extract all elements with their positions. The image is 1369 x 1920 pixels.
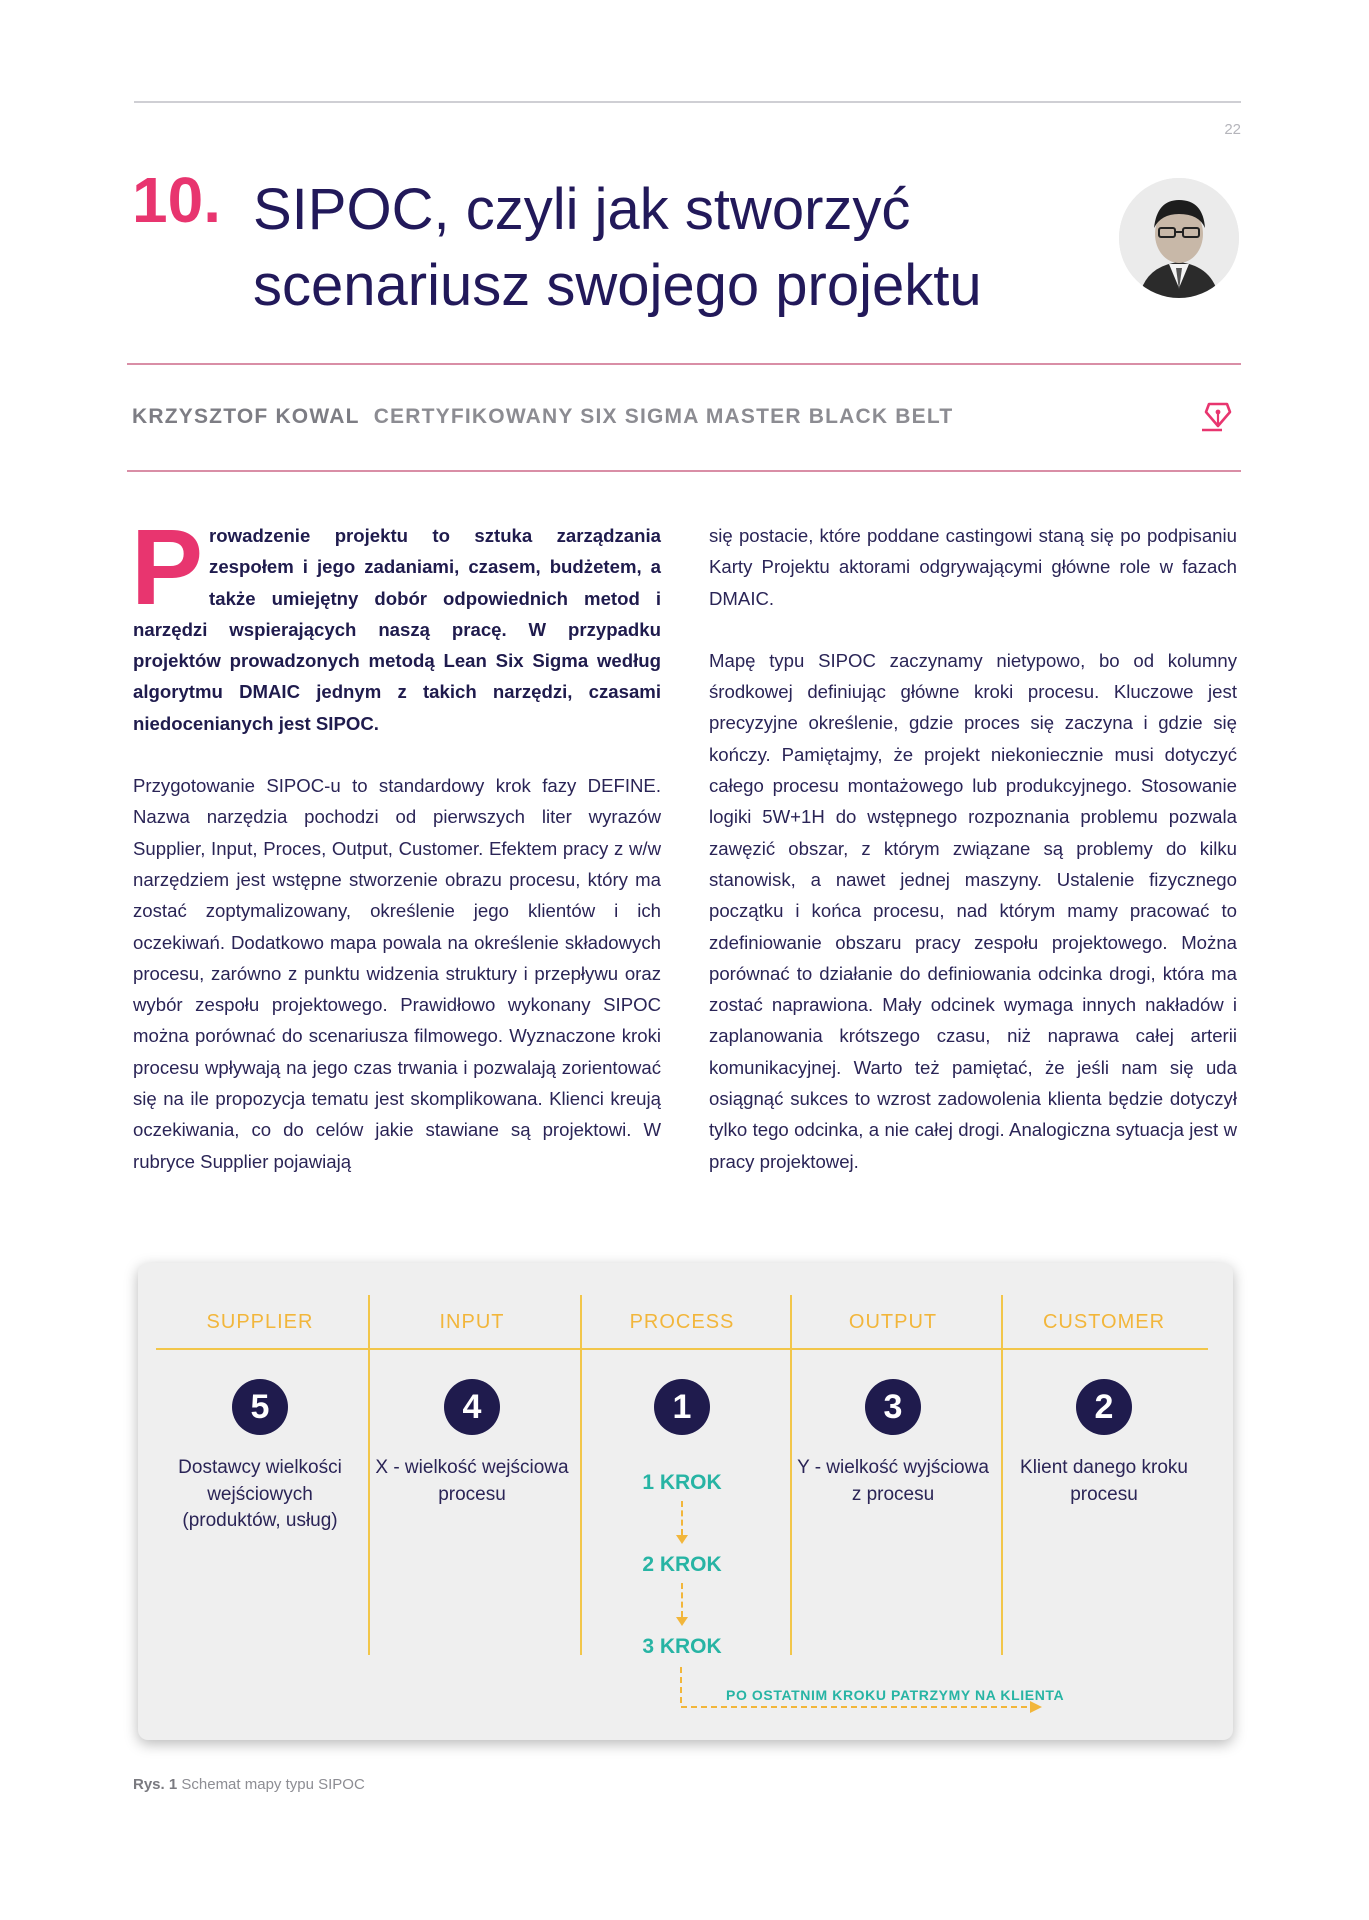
step-number-badge: 1 xyxy=(654,1379,710,1435)
process-step: 1 KROK xyxy=(642,1471,722,1494)
step-number-badge: 3 xyxy=(865,1379,921,1435)
author-role: CERTYFIKOWANY SIX SIGMA MASTER BLACK BELT xyxy=(373,405,954,428)
chapter-title-line1: SIPOC, czyli jak stworzyć xyxy=(253,177,911,242)
author-name: KRZYSZTOF KOWAL xyxy=(132,405,360,428)
column-divider xyxy=(368,1295,370,1655)
figure-label: Rys. 1 xyxy=(133,1776,178,1793)
column-divider xyxy=(790,1295,792,1655)
column-divider xyxy=(1001,1295,1003,1655)
step-number-badge: 2 xyxy=(1076,1379,1132,1435)
chapter-title-line2: scenariusz swojego projektu xyxy=(253,253,982,318)
paragraph: Przygotowanie SIPOC-u to standardowy krok fazy DEFINE. Nazwa narzędzia pochodzi od pierwszych liter wyrazów Supplier, Input, Proces, Output, Customer. Efektem pracy z w/w narzędziem jest wstępne stworzenie obrazu procesu, który ma zostać zoptymalizowany, określenie jego klientów i ich oczekiwań. Dodatkowo mapa powala na określenie składowych procesu, zarówno z punktu widzenia struktury i przepływu oraz wybór zespołu projektowego. Prawidłowo wykonany SIPOC można porównać do scenariusza filmowego. Wyznaczone kroki procesu wpływają na jego czas trwania i pozwalają zorientować się na ile propozycja tematu jest skomplikowana. Klienci kreują oczekiwania, co do celów jakie stawiane są projektowi. W rubryce Supplier pojawiają xyxy=(133,775,661,1172)
output-description: Y - wielkość wyjściowa z procesu xyxy=(797,1457,989,1505)
lead-text: rowadzenie projektu to sztuka zarządzania zespołem i jego zadaniami, czasem, budżetem, a także umiejętny dobór odpowiednich metod i narzędzi wspierających naszą pracę. W przypadku projektów prowadzonych metodą Lean Six Sigma według algorytmu DMAIC jednym z takich narzędzi, czasami niedocenianych jest SIPOC. xyxy=(133,525,661,734)
author-photo xyxy=(1119,178,1239,298)
customer-description: Klient danego kroku procesu xyxy=(1020,1457,1188,1505)
page-number: 22 xyxy=(1224,121,1241,138)
supplier-description: Dostawcy wielkości wejściowych (produktów, usług) xyxy=(178,1457,342,1531)
figure-caption-text: Schemat mapy typu SIPOC xyxy=(181,1776,365,1793)
final-note: PO OSTATNIM KROKU PATRZYMY NA KLIENTA xyxy=(726,1687,1065,1703)
sipoc-diagram xyxy=(138,1263,1233,1740)
byline xyxy=(132,405,953,429)
column-header-input: INPUT xyxy=(439,1311,505,1333)
process-step: 3 KROK xyxy=(642,1635,722,1658)
pen-nib-icon xyxy=(1200,398,1234,432)
paragraph: się postacie, które poddane castingowi staną się po podpisaniu Karty Projektu aktorami odgrywającymi główne role w fazach DMAIC. xyxy=(709,525,1237,609)
step-arrow xyxy=(681,1501,683,1535)
step-number-badge: 5 xyxy=(232,1379,288,1435)
process-step: 2 KROK xyxy=(642,1553,722,1576)
article-column-left xyxy=(131,506,661,1208)
chapter-number: 10. xyxy=(132,164,221,236)
header-divider xyxy=(156,1348,1208,1350)
drop-cap: P xyxy=(131,506,204,627)
column-header-supplier: SUPPLIER xyxy=(206,1311,314,1333)
paragraph: Mapę typu SIPOC zaczynamy nietypowo, bo od kolumny środkowej definiując główne kroki procesu. Kluczowe jest precyzyjne określenie, gdzie proces się zaczyna i gdzie się kończy. Pamiętajmy, że projekt niekoniecznie musi dotyczyć całego procesu montażowego lub produkcyjnego. Stosowanie logiki 5W+1H do wstępnego rozpoznania problemu pozwala zawęzić obszar, z którym związane są problemy do kilku stanowisk, a nawet jednej maszyny. Ustalenie fizycznego początku i końca procesu, nad którym mamy pracować to zdefiniowanie obszaru pracy zespołu projektowego. Można porównać to działanie do definiowania odcinka drogi, która ma zostać naprawiona. Mały odcinek wymaga innych nakładów i zaplanowania krótszego czasu, niż naprawa całej arterii komunikacyjnej. Warto też pamiętać, że jeśli nam się uda osiągnąć sukces to wzrost zadowolenia klienta będzie dotyczył tylko tego odcinka, a nie całej drogi. Analogiczna sytuacja jest w pracy projektowej. xyxy=(709,649,1237,1172)
lead-paragraph xyxy=(131,506,661,739)
step-arrow xyxy=(681,1583,683,1617)
header-rule-bottom xyxy=(127,470,1241,472)
header-rule-top xyxy=(127,363,1241,365)
figure-caption xyxy=(133,1776,365,1793)
column-header-customer: CUSTOMER xyxy=(1042,1311,1166,1333)
top-rule xyxy=(134,101,1241,103)
arrow-head-icon xyxy=(676,1535,688,1544)
chapter-title xyxy=(253,172,1103,324)
column-header-output: OUTPUT xyxy=(848,1311,938,1333)
article-column-right xyxy=(709,520,1237,1208)
arrow-head-icon xyxy=(676,1617,688,1626)
step-number-badge: 4 xyxy=(444,1379,500,1435)
input-description: X - wielkość wejściowa procesu xyxy=(375,1457,569,1505)
column-header-process: PROCESS xyxy=(629,1311,735,1333)
